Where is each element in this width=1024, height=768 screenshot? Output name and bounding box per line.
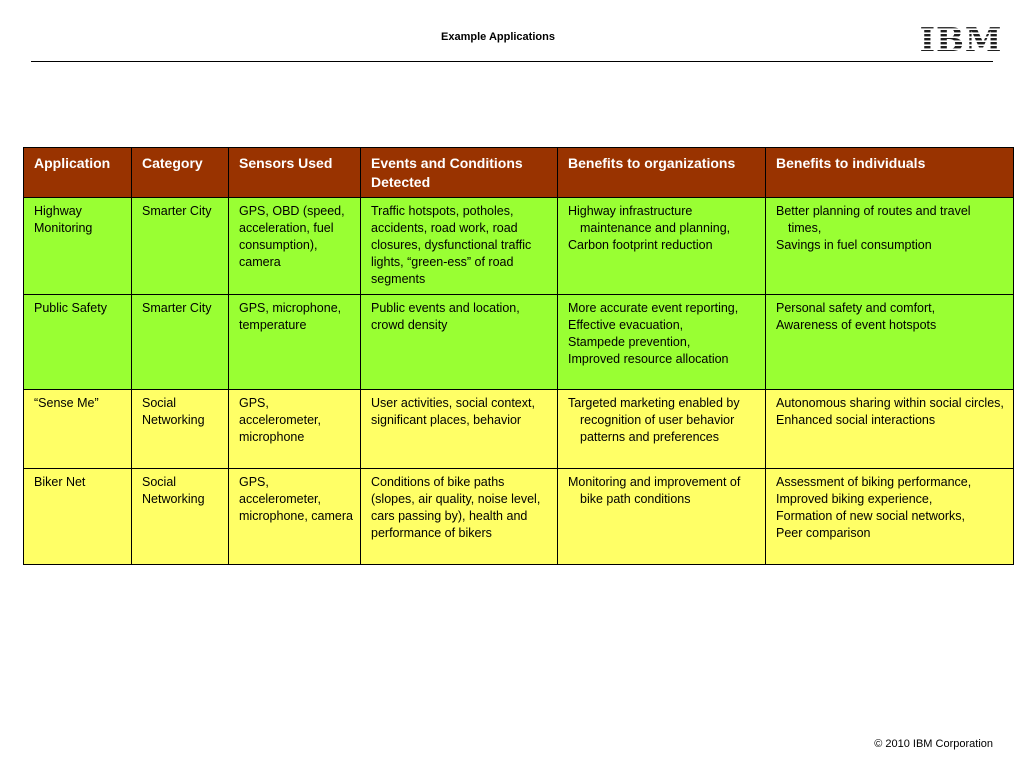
cell-org-benefits — [558, 198, 766, 295]
header-sensors-used: Sensors Used — [229, 148, 361, 198]
table-row — [24, 390, 1014, 469]
cell-application: Biker Net — [24, 469, 132, 565]
cell-application: Highway Monitoring — [24, 198, 132, 295]
list-item: Better planning of routes and travel times, — [776, 204, 971, 235]
cell-category: Social Networking — [132, 390, 229, 469]
header-individual-benefits: Benefits to individuals — [766, 148, 1014, 198]
table-header-row — [24, 148, 1014, 198]
cell-application: Public Safety — [24, 295, 132, 390]
cell-application: “Sense Me” — [24, 390, 132, 469]
list-item: Carbon footprint reduction — [568, 238, 713, 252]
list-item: Highway infrastructure maintenance and planning, — [568, 204, 731, 235]
ibm-logo-text: IBM — [919, 20, 1003, 59]
list-item: Effective evacuation, — [568, 318, 684, 332]
list-item: Targeted marketing enabled by recognition of user behavior patterns and preferences — [568, 396, 740, 444]
cell-individual-benefits — [766, 198, 1014, 295]
list-item: Personal safety and comfort, — [776, 301, 936, 315]
cell-org-benefits — [558, 295, 766, 390]
list-item: More accurate event reporting, — [568, 301, 739, 315]
cell-events: Conditions of bike paths (slopes, air quality, noise level, cars passing by), health and performance of bikers — [361, 469, 558, 565]
header-rule — [31, 61, 993, 62]
cell-events: User activities, social context, significant places, behavior — [361, 390, 558, 469]
table-row — [24, 295, 1014, 390]
ibm-logo — [919, 20, 1003, 59]
list-item: Enhanced social interactions — [776, 413, 936, 427]
list-item: Stampede prevention, — [568, 335, 691, 349]
header-events-detected: Events and Conditions Detected — [361, 148, 558, 198]
cell-sensors: GPS, microphone, temperature — [229, 295, 361, 390]
cell-category: Social Networking — [132, 469, 229, 565]
slide-title: Example Applications — [441, 31, 555, 43]
cell-org-benefits — [558, 390, 766, 469]
header-org-benefits: Benefits to organizations — [558, 148, 766, 198]
cell-sensors: GPS, accelerometer, microphone — [229, 390, 361, 469]
header-category: Category — [132, 148, 229, 198]
applications-table — [23, 147, 1014, 565]
list-item: Autonomous sharing within social circles, — [776, 396, 1004, 410]
cell-individual-benefits — [766, 390, 1014, 469]
cell-individual-benefits — [766, 295, 1014, 390]
cell-sensors: GPS, OBD (speed, acceleration, fuel consumption), camera — [229, 198, 361, 295]
list-item: Formation of new social networks, — [776, 509, 965, 523]
list-item: Awareness of event hotspots — [776, 318, 937, 332]
cell-sensors: GPS, accelerometer, microphone, camera — [229, 469, 361, 565]
table-row — [24, 469, 1014, 565]
list-item: Improved resource allocation — [568, 352, 729, 366]
table-row — [24, 198, 1014, 295]
copyright-footer: © 2010 IBM Corporation — [874, 738, 993, 750]
list-item: Savings in fuel consumption — [776, 238, 932, 252]
cell-events: Traffic hotspots, potholes, accidents, road work, road closures, dysfunctional traffic lights, “green-ess” of road segments — [361, 198, 558, 295]
list-item: Peer comparison — [776, 526, 871, 540]
list-item: Monitoring and improvement of bike path conditions — [568, 475, 741, 506]
cell-category: Smarter City — [132, 295, 229, 390]
list-item: Improved biking experience, — [776, 492, 933, 506]
cell-category: Smarter City — [132, 198, 229, 295]
cell-individual-benefits — [766, 469, 1014, 565]
header-application: Application — [24, 148, 132, 198]
cell-org-benefits — [558, 469, 766, 565]
list-item: Assessment of biking performance, — [776, 475, 972, 489]
cell-events: Public events and location, crowd density — [361, 295, 558, 390]
